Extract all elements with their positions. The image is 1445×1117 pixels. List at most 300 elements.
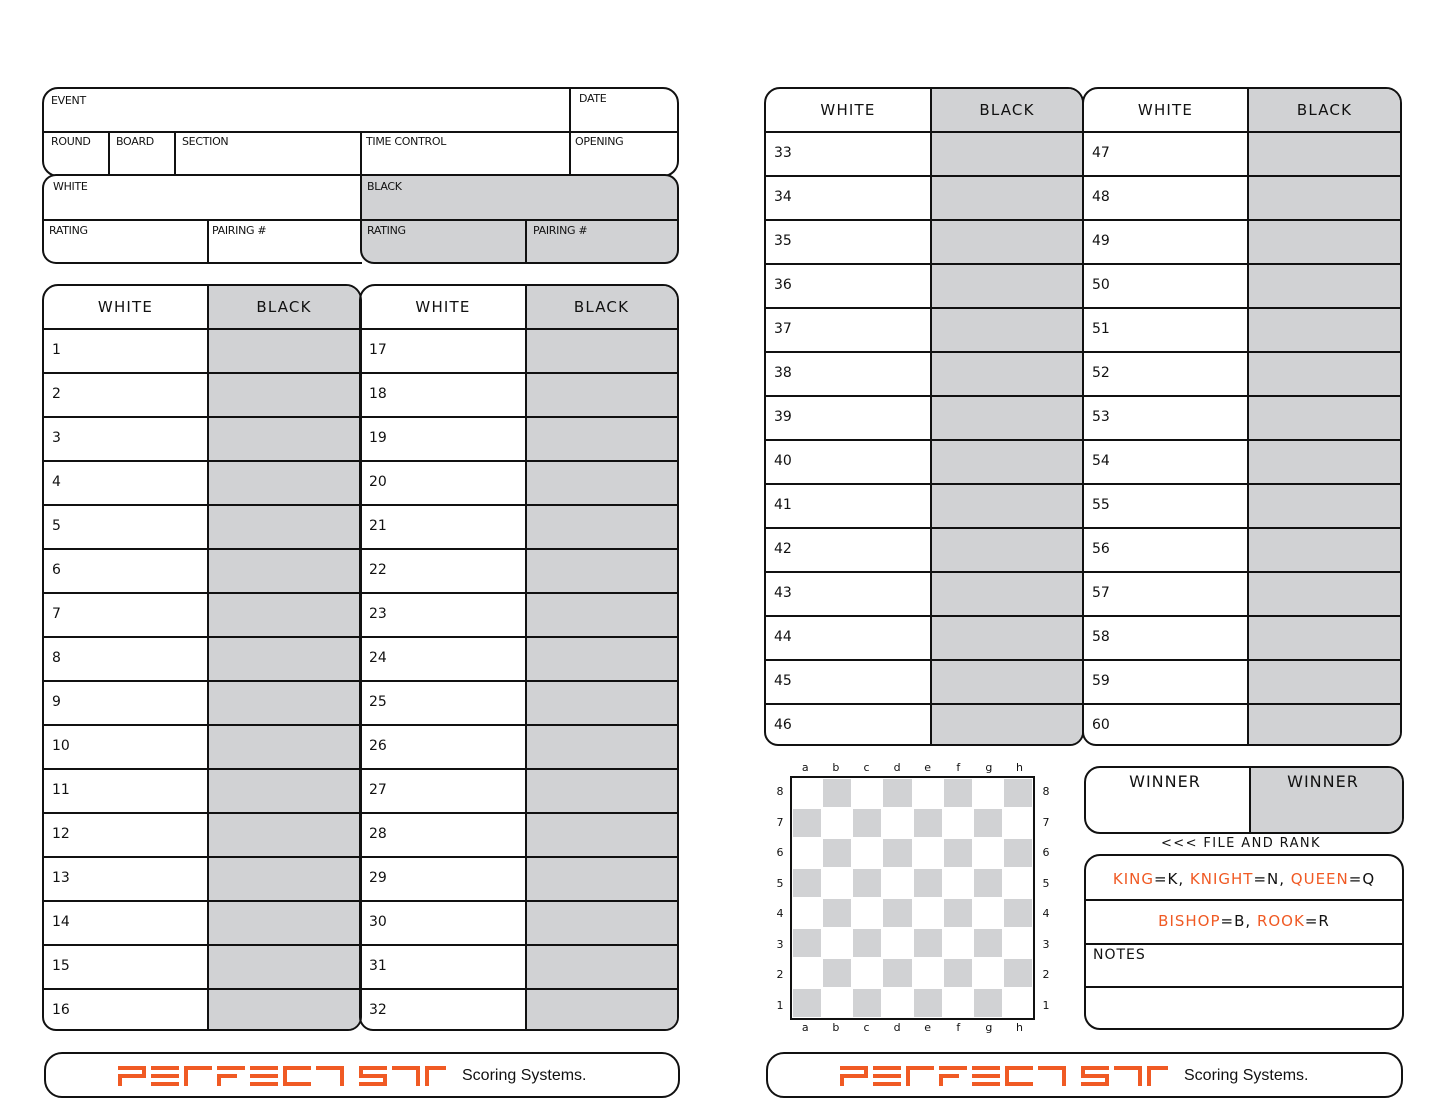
board-square-g2	[973, 958, 1003, 988]
move-number: 23	[369, 606, 387, 622]
black-move-cell[interactable]	[1249, 133, 1400, 175]
black-move-cell[interactable]	[527, 858, 677, 900]
board-square-e7	[913, 808, 943, 838]
black-move-cell[interactable]	[932, 617, 1082, 659]
move-number: 5	[52, 518, 61, 534]
move-row	[1084, 703, 1400, 746]
file-label: e	[924, 761, 932, 774]
file-label: g	[985, 761, 993, 774]
move-number: 25	[369, 694, 387, 710]
board-square-d3	[882, 928, 912, 958]
black-move-cell[interactable]	[527, 946, 677, 988]
board-square-f3	[943, 928, 973, 958]
piece-legend-and-notes	[1084, 854, 1404, 1030]
move-row	[1084, 483, 1400, 527]
move-row	[361, 680, 677, 724]
move-row	[766, 219, 1082, 263]
board-square-g3	[973, 928, 1003, 958]
white-column-header: WHITE	[415, 298, 471, 316]
notes-label: NOTES	[1093, 947, 1146, 963]
move-row	[361, 328, 677, 372]
black-column-header: BLACK	[1296, 101, 1353, 119]
black-move-cell[interactable]	[209, 594, 360, 636]
board-square-d4	[882, 898, 912, 928]
player-info	[42, 174, 679, 264]
board-square-c4	[852, 898, 882, 928]
piece-abbreviation: =K,	[1153, 870, 1190, 888]
piece-abbreviation: =R	[1304, 912, 1330, 930]
black-move-cell[interactable]	[527, 594, 677, 636]
move-row	[1084, 571, 1400, 615]
black-move-cell[interactable]	[1249, 309, 1400, 351]
black-move-cell[interactable]	[1249, 221, 1400, 263]
board-square-f7	[943, 808, 973, 838]
black-move-cell[interactable]	[932, 265, 1082, 307]
black-move-cell[interactable]	[209, 946, 360, 988]
move-number: 43	[774, 585, 792, 601]
black-move-cell[interactable]	[932, 441, 1082, 483]
board-square-e2	[913, 958, 943, 988]
black-move-cell[interactable]	[1249, 353, 1400, 395]
score-table-moves-33-46	[764, 87, 1084, 746]
move-number: 48	[1092, 189, 1110, 205]
board-square-h8	[1003, 778, 1033, 808]
board-square-f1	[943, 988, 973, 1018]
move-row	[766, 571, 1082, 615]
black-column-header: BLACK	[573, 298, 630, 316]
board-square-g1	[973, 988, 1003, 1018]
move-number: 10	[52, 738, 70, 754]
move-number: 14	[52, 914, 70, 930]
white-move-cell[interactable]	[44, 462, 207, 504]
black-move-cell[interactable]	[527, 770, 677, 812]
move-row	[1084, 351, 1400, 395]
move-number: 18	[369, 386, 387, 402]
file-and-rank-note: <<< FILE AND RANK	[1161, 836, 1321, 851]
white-move-cell[interactable]	[44, 374, 207, 416]
move-number: 44	[774, 629, 792, 645]
black-player-box	[360, 174, 679, 264]
black-move-cell[interactable]	[1249, 573, 1400, 615]
black-move-cell[interactable]	[932, 661, 1082, 703]
board-square-a6	[792, 838, 822, 868]
chess-board	[790, 776, 1035, 1020]
black-move-cell[interactable]	[209, 990, 360, 1031]
move-number: 28	[369, 826, 387, 842]
file-label: b	[832, 1021, 840, 1034]
legend-line-1	[1086, 870, 1402, 888]
white-move-cell[interactable]	[44, 682, 207, 724]
rank-label: 8	[1042, 785, 1050, 798]
board-square-a4	[792, 898, 822, 928]
black-move-cell[interactable]	[209, 770, 360, 812]
piece-name: ROOK	[1256, 912, 1305, 930]
black-move-cell[interactable]	[1249, 177, 1400, 219]
file-label: c	[863, 761, 870, 774]
black-move-cell[interactable]	[1249, 485, 1400, 527]
board-label: BOARD	[116, 135, 154, 148]
black-move-cell[interactable]	[527, 550, 677, 592]
black-column-header: BLACK	[256, 298, 312, 316]
rank-label: 1	[1042, 998, 1050, 1012]
move-number: 21	[369, 518, 387, 534]
black-move-cell[interactable]	[209, 374, 360, 416]
move-number: 19	[369, 430, 387, 446]
move-number: 50	[1092, 277, 1110, 293]
black-move-cell[interactable]	[527, 990, 677, 1031]
move-row	[44, 856, 360, 900]
divider	[362, 219, 677, 221]
move-row	[766, 307, 1082, 351]
game-info-top	[42, 87, 679, 177]
white-column-header: WHITE	[1137, 101, 1194, 119]
black-move-cell[interactable]	[527, 814, 677, 856]
move-number: 3	[52, 430, 61, 446]
brand-footer-left	[44, 1052, 680, 1098]
move-number: 54	[1092, 453, 1110, 469]
move-number: 17	[369, 342, 387, 358]
divider	[569, 89, 571, 175]
event-field[interactable]	[44, 89, 569, 131]
move-row	[1084, 395, 1400, 439]
rank-label: 5	[1042, 876, 1050, 890]
black-player-label: BLACK	[367, 180, 402, 193]
move-row	[44, 680, 360, 724]
black-move-cell[interactable]	[1249, 617, 1400, 659]
piece-name: KING	[1112, 870, 1154, 888]
white-column-header: WHITE	[97, 298, 154, 316]
board-square-h1	[1003, 988, 1033, 1018]
move-row	[1084, 439, 1400, 483]
rank-label: 8	[776, 785, 784, 798]
board-square-a2	[792, 958, 822, 988]
piece-name: KNIGHT	[1189, 870, 1254, 888]
move-number: 31	[369, 958, 387, 974]
black-move-cell[interactable]	[932, 529, 1082, 571]
black-move-cell[interactable]	[932, 133, 1082, 175]
board-square-c5	[852, 868, 882, 898]
move-number: 9	[52, 694, 61, 710]
move-number: 7	[52, 606, 61, 622]
black-move-cell[interactable]	[527, 462, 677, 504]
move-row	[44, 944, 360, 988]
board-square-h2	[1003, 958, 1033, 988]
file-label: h	[1016, 761, 1023, 774]
black-move-cell[interactable]	[209, 814, 360, 856]
white-player-label: WHITE	[53, 180, 88, 193]
brand-footer-right	[766, 1052, 1403, 1098]
move-number: 60	[1092, 717, 1110, 733]
move-row	[361, 988, 677, 1031]
move-row	[361, 812, 677, 856]
move-row	[766, 175, 1082, 219]
board-square-e6	[913, 838, 943, 868]
board-square-c6	[852, 838, 882, 868]
board-square-b4	[822, 898, 852, 928]
white-move-cell[interactable]	[44, 550, 207, 592]
move-number: 8	[52, 650, 61, 666]
piece-abbreviation: =N,	[1253, 870, 1291, 888]
move-row	[766, 351, 1082, 395]
black-move-cell[interactable]	[932, 573, 1082, 615]
move-number: 37	[774, 321, 792, 337]
board-square-e8	[913, 778, 943, 808]
round-label: ROUND	[51, 135, 91, 148]
board-square-f8	[943, 778, 973, 808]
move-number: 15	[52, 958, 70, 974]
board-square-b5	[822, 868, 852, 898]
rank-label: 2	[1042, 968, 1050, 981]
white-move-cell[interactable]	[44, 330, 207, 372]
black-move-cell[interactable]	[209, 550, 360, 592]
move-number: 30	[369, 914, 387, 930]
move-row	[44, 460, 360, 504]
board-square-g6	[973, 838, 1003, 868]
move-row	[44, 636, 360, 680]
event-label: EVENT	[51, 94, 86, 107]
move-number: 39	[774, 409, 792, 425]
move-row	[361, 416, 677, 460]
board-square-d2	[882, 958, 912, 988]
move-number: 40	[774, 453, 792, 469]
score-table-moves-47-60	[1082, 87, 1402, 746]
divider	[525, 219, 527, 262]
black-move-cell[interactable]	[209, 638, 360, 680]
black-move-cell[interactable]	[527, 902, 677, 944]
board-square-a5	[792, 868, 822, 898]
board-square-b8	[822, 778, 852, 808]
move-number: 27	[369, 782, 387, 798]
piece-abbreviation: =B,	[1220, 912, 1257, 930]
file-label: c	[863, 1021, 870, 1034]
black-column-header: BLACK	[979, 101, 1035, 119]
move-row	[361, 592, 677, 636]
board-square-b7	[822, 808, 852, 838]
black-move-cell[interactable]	[527, 726, 677, 768]
black-move-cell[interactable]	[1249, 705, 1400, 746]
black-move-cell[interactable]	[209, 506, 360, 548]
move-row	[766, 483, 1082, 527]
rank-label: 1	[776, 998, 784, 1012]
notes-field-2[interactable]	[1086, 988, 1402, 1028]
file-label: h	[1016, 1021, 1023, 1034]
file-label: d	[893, 761, 901, 774]
board-square-a8	[792, 778, 822, 808]
black-move-cell[interactable]	[209, 726, 360, 768]
move-row	[44, 504, 360, 548]
rank-label: 3	[1042, 937, 1050, 951]
black-move-cell[interactable]	[932, 705, 1082, 746]
move-row	[44, 548, 360, 592]
divider	[207, 219, 209, 262]
notes-field[interactable]	[1086, 945, 1402, 986]
move-number: 13	[52, 870, 70, 886]
legend-line-2	[1086, 912, 1402, 930]
move-row	[44, 328, 360, 372]
move-number: 33	[774, 145, 792, 161]
move-number: 22	[369, 562, 387, 578]
black-move-cell[interactable]	[932, 309, 1082, 351]
tagline: Scoring Systems.	[1184, 1067, 1309, 1084]
rank-label: 7	[776, 815, 784, 829]
move-number: 36	[774, 277, 792, 293]
move-row	[1084, 175, 1400, 219]
move-number: 46	[774, 717, 792, 733]
black-move-cell[interactable]	[1249, 397, 1400, 439]
black-move-cell[interactable]	[527, 682, 677, 724]
black-move-cell[interactable]	[932, 397, 1082, 439]
move-number: 41	[774, 497, 792, 513]
black-move-cell[interactable]	[527, 418, 677, 460]
white-move-cell[interactable]	[44, 638, 207, 680]
black-move-cell[interactable]	[1249, 441, 1400, 483]
move-row	[361, 724, 677, 768]
section-label: SECTION	[182, 135, 229, 148]
board-square-h5	[1003, 868, 1033, 898]
board-square-g7	[973, 808, 1003, 838]
move-row	[766, 131, 1082, 175]
white-pairing-label: PAIRING #	[212, 224, 267, 237]
black-move-cell[interactable]	[932, 177, 1082, 219]
move-row	[361, 636, 677, 680]
move-number: 16	[52, 1002, 70, 1018]
white-column-header: WHITE	[820, 101, 876, 119]
black-move-cell[interactable]	[209, 902, 360, 944]
move-row	[44, 416, 360, 460]
opening-label: OPENING	[575, 135, 624, 148]
move-number: 49	[1092, 233, 1110, 249]
black-move-cell[interactable]	[527, 330, 677, 372]
black-move-cell[interactable]	[209, 418, 360, 460]
black-move-cell[interactable]	[1249, 529, 1400, 571]
white-player-box	[42, 174, 362, 264]
board-square-a1	[792, 988, 822, 1018]
black-move-cell[interactable]	[932, 485, 1082, 527]
move-number: 4	[52, 474, 61, 490]
white-move-cell[interactable]	[44, 506, 207, 548]
piece-abbreviation: =Q	[1348, 870, 1376, 888]
file-label: f	[956, 1021, 961, 1034]
rank-label: 4	[776, 907, 784, 920]
board-square-c7	[852, 808, 882, 838]
board-square-c8	[852, 778, 882, 808]
rank-label: 2	[776, 968, 784, 981]
file-label: g	[985, 1021, 993, 1034]
board-square-b6	[822, 838, 852, 868]
move-number: 56	[1092, 541, 1110, 557]
white-move-cell[interactable]	[44, 418, 207, 460]
brand-logo-icon	[118, 1066, 446, 1086]
move-row	[766, 659, 1082, 703]
tagline: Scoring Systems.	[462, 1067, 587, 1084]
move-number: 42	[774, 541, 792, 557]
move-row	[1084, 263, 1400, 307]
perfect-strike-logo	[840, 1066, 1168, 1086]
black-rating-label: RATING	[367, 224, 406, 237]
rank-label: 3	[776, 937, 784, 951]
divider	[44, 219, 362, 221]
black-move-cell[interactable]	[527, 638, 677, 680]
piece-name: QUEEN	[1290, 870, 1349, 888]
move-row	[361, 768, 677, 812]
move-number: 26	[369, 738, 387, 754]
black-pairing-label: PAIRING #	[533, 224, 588, 237]
move-number: 35	[774, 233, 792, 249]
move-number: 45	[774, 673, 792, 689]
board-square-b1	[822, 988, 852, 1018]
move-number: 34	[774, 189, 792, 205]
move-row	[44, 812, 360, 856]
move-number: 57	[1092, 585, 1110, 601]
board-square-h6	[1003, 838, 1033, 868]
black-move-cell[interactable]	[209, 858, 360, 900]
move-number: 6	[52, 562, 61, 578]
board-square-e3	[913, 928, 943, 958]
board-square-a7	[792, 808, 822, 838]
move-row	[44, 592, 360, 636]
board-square-d6	[882, 838, 912, 868]
move-number: 24	[369, 650, 387, 666]
move-row	[1084, 219, 1400, 263]
white-winner-label: WINNER	[1129, 772, 1201, 791]
board-square-c2	[852, 958, 882, 988]
black-move-cell[interactable]	[932, 221, 1082, 263]
move-number: 38	[774, 365, 792, 381]
move-number: 55	[1092, 497, 1110, 513]
black-move-cell[interactable]	[209, 330, 360, 372]
move-row	[361, 372, 677, 416]
white-move-cell[interactable]	[44, 594, 207, 636]
black-move-cell[interactable]	[527, 506, 677, 548]
board-square-f6	[943, 838, 973, 868]
black-move-cell[interactable]	[209, 682, 360, 724]
file-label: b	[832, 761, 840, 774]
move-row	[1084, 307, 1400, 351]
board-square-f4	[943, 898, 973, 928]
move-row	[1084, 527, 1400, 571]
rank-label: 6	[1042, 846, 1050, 859]
move-row	[766, 527, 1082, 571]
black-winner-label: WINNER	[1287, 772, 1359, 791]
move-row	[766, 395, 1082, 439]
score-table-moves-1-16	[42, 284, 362, 1031]
divider	[174, 131, 176, 175]
chess-board-diagram	[770, 758, 1060, 1040]
white-rating-label: RATING	[49, 224, 88, 237]
brand-logo-icon	[840, 1066, 1168, 1086]
move-row	[361, 548, 677, 592]
black-move-cell[interactable]	[1249, 661, 1400, 703]
divider	[1086, 899, 1402, 901]
move-row	[361, 460, 677, 504]
black-move-cell[interactable]	[209, 462, 360, 504]
move-number: 59	[1092, 673, 1110, 689]
board-square-d7	[882, 808, 912, 838]
move-row	[766, 615, 1082, 659]
piece-name: BISHOP	[1158, 912, 1221, 930]
move-row	[44, 988, 360, 1031]
move-number: 20	[369, 474, 387, 490]
time-control-label: TIME CONTROL	[366, 135, 447, 148]
move-number: 52	[1092, 365, 1110, 381]
board-square-h3	[1003, 928, 1033, 958]
divider	[108, 131, 110, 175]
black-move-cell[interactable]	[527, 374, 677, 416]
move-row	[361, 900, 677, 944]
black-move-cell[interactable]	[932, 353, 1082, 395]
black-move-cell[interactable]	[1249, 265, 1400, 307]
board-square-h4	[1003, 898, 1033, 928]
